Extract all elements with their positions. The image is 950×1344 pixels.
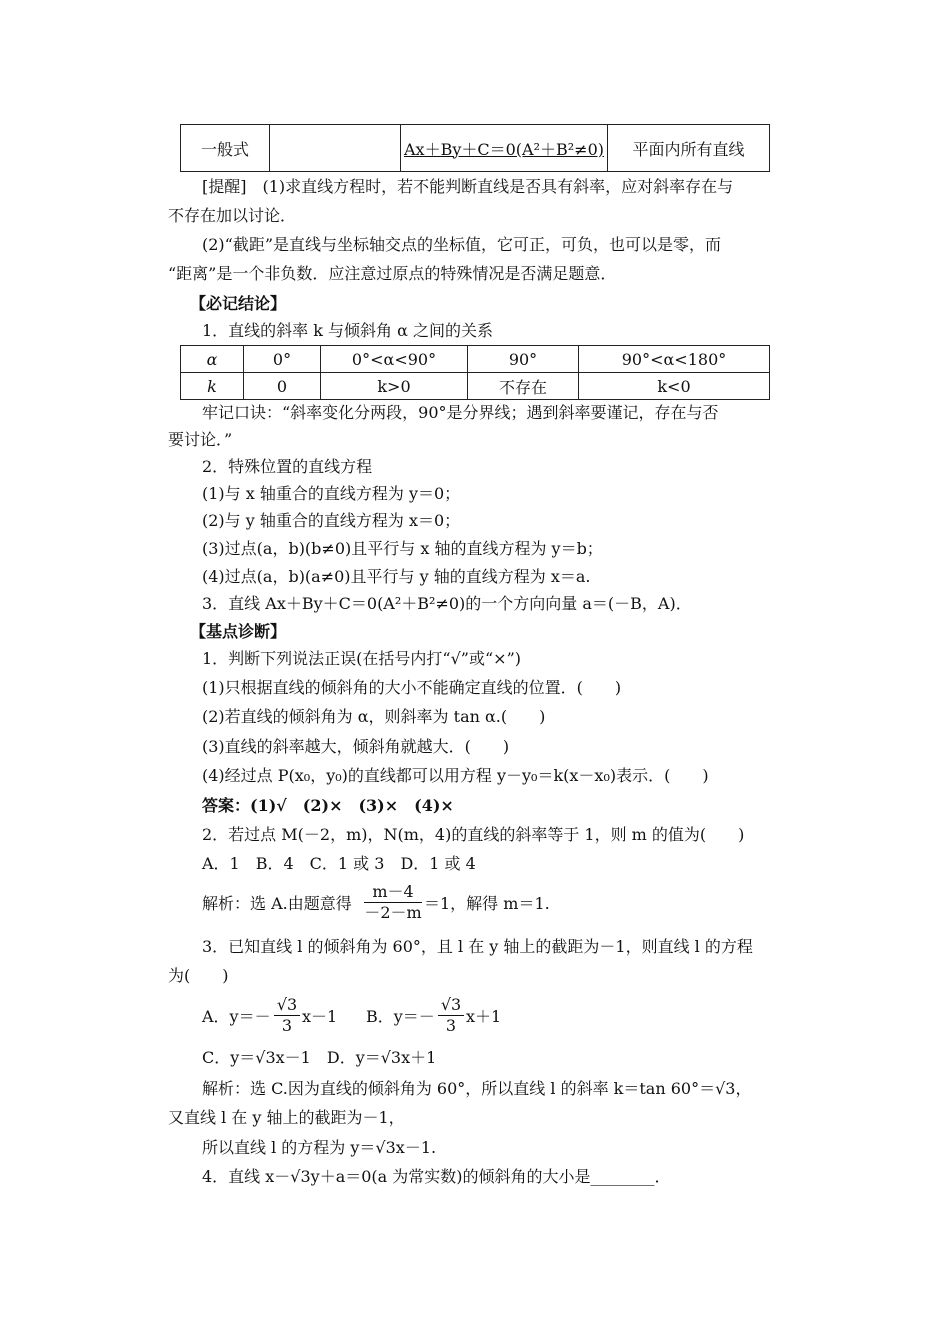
general-form-equation: Ax＋By＋C＝0(A²＋B²≠0) — [403, 139, 604, 159]
table-cell — [401, 125, 608, 172]
solution-text: 解析：选 C.因为直线的倾斜角为 60°，所以直线 l 的斜率 k＝tan 60°＝√3， — [202, 1079, 752, 1098]
list-item: 1．直线的斜率 k 与倾斜角 α 之间的关系 — [202, 321, 494, 340]
options: C．y＝√3x－1 D．y＝√3x＋1 — [202, 1048, 437, 1067]
list-item: (4)过点(a，b)(a≠0)且平行与 y 轴的直线方程为 x＝a. — [202, 567, 591, 586]
table-cell: 90°<α<180° — [579, 346, 770, 373]
fraction-numerator: √3 — [274, 995, 300, 1016]
mnemonic-line: 要讨论．” — [168, 430, 233, 449]
fraction-numerator: √3 — [438, 995, 464, 1016]
list-item: (2)与 y 轴重合的直线方程为 x＝0； — [202, 511, 461, 530]
fraction — [438, 995, 464, 1036]
question-item: (4)经过点 P(x₀，y₀)的直线都可以用方程 y－y₀＝k(x－x₀)表示．( ) — [202, 766, 709, 785]
tip-line: (2)“截距”是直线与坐标轴交点的坐标值，它可正，可负，也可以是零，而 — [202, 235, 722, 254]
question: 1．判断下列说法正误(在括号内打“√”或“×”) — [202, 649, 521, 668]
fraction-denominator: －2－m — [364, 903, 422, 922]
question-item: (2)若直线的倾斜角为 α，则斜率为 tan α.( ) — [202, 707, 546, 726]
question-item: (3)直线的斜率越大，倾斜角就越大．( ) — [202, 737, 510, 756]
fraction-numerator: m－4 — [364, 882, 422, 903]
solution-text: ＝1，解得 m＝1. — [424, 894, 550, 913]
mnemonic-line: 牢记口诀：“斜率变化分两段，90°是分界线；遇到斜率要谨记，存在与否 — [202, 403, 719, 422]
question: 4．直线 x－√3y＋a＝0(a 为常实数)的倾斜角的大小是________． — [202, 1167, 671, 1186]
table-cell: 不存在 — [468, 373, 579, 400]
table-cell: k>0 — [321, 373, 468, 400]
table-cell: 0°<α<90° — [321, 346, 468, 373]
question: 2．若过点 M(－2，m)，N(m，4)的直线的斜率等于 1，则 m 的值为( ) — [202, 825, 745, 844]
option-a: x－1 — [302, 1007, 338, 1026]
solution-text: 所以直线 l 的方程为 y＝√3x－1. — [202, 1138, 437, 1157]
table-cell: 0° — [244, 346, 321, 373]
table-row — [181, 373, 770, 400]
table-cell: k — [181, 373, 244, 400]
table-row — [181, 346, 770, 373]
list-item: (3)过点(a，b)(b≠0)且平行与 x 轴的直线方程为 y＝b； — [202, 539, 603, 558]
table-cell: k<0 — [579, 373, 770, 400]
fraction-denominator: 3 — [445, 1016, 457, 1035]
fraction-denominator: 3 — [281, 1016, 293, 1035]
option-b: B．y＝－ — [366, 1007, 435, 1026]
section-heading: 【基点诊断】 — [190, 622, 287, 641]
table-row — [181, 125, 770, 172]
option-a: A．y＝－ — [202, 1007, 271, 1026]
solution-text: 解析：选 A.由题意得 — [202, 894, 352, 913]
tip-line: “距离”是一个非负数．应注意过原点的特殊情况是否满足题意． — [168, 264, 617, 283]
question-item: (1)只根据直线的倾斜角的大小不能确定直线的位置．( ) — [202, 678, 622, 697]
table-cell: 平面内所有直线 — [608, 125, 770, 172]
question: 3．已知直线 l 的倾斜角为 60°，且 l 在 y 轴上的截距为－1，则直线 l 的方程 — [202, 937, 753, 956]
options: A．1 B．4 C．1 或 3 D．1 或 4 — [202, 854, 476, 873]
solution-text: 又直线 l 在 y 轴上的截距为－1， — [168, 1108, 405, 1127]
tip-line: 不存在加以讨论． — [168, 206, 297, 225]
fraction — [274, 995, 300, 1036]
list-item: (1)与 x 轴重合的直线方程为 y＝0； — [202, 484, 461, 503]
question: 为( ) — [168, 966, 229, 985]
answer: 答案：(1)√ (2)× (3)× (4)× — [202, 796, 454, 815]
table-cell: 90° — [468, 346, 579, 373]
table-cell: 一般式 — [181, 125, 270, 172]
table-cell: α — [181, 346, 244, 373]
table-cell — [270, 125, 401, 172]
fraction — [364, 882, 422, 923]
line-form-table — [180, 124, 770, 172]
option-b: x＋1 — [466, 1007, 502, 1026]
table-cell: 0 — [244, 373, 321, 400]
list-item: 3．直线 Ax＋By＋C＝0(A²＋B²≠0)的一个方向向量 a＝(－B，A)． — [202, 594, 692, 613]
slope-angle-table — [180, 345, 770, 400]
list-item: 2．特殊位置的直线方程 — [202, 457, 373, 476]
section-heading: 【必记结论】 — [190, 294, 287, 313]
tip-line: [提醒] (1)求直线方程时，若不能判断直线是否具有斜率，应对斜率存在与 — [202, 177, 734, 196]
